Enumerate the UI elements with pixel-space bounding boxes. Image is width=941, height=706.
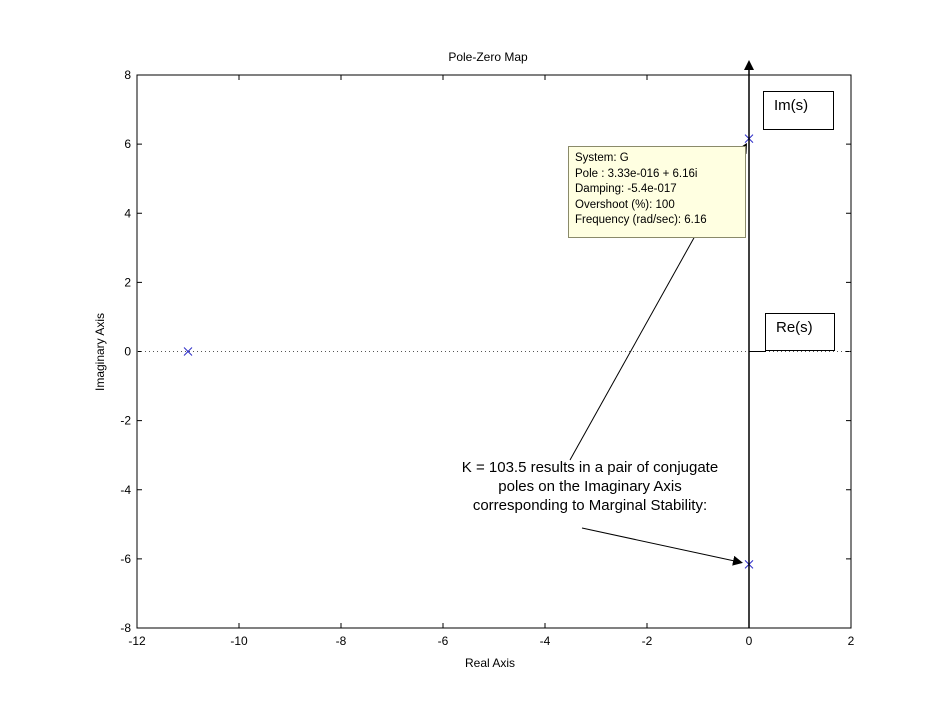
datatip-damping: Damping: -5.4e-017	[575, 183, 677, 195]
y-tick-label: 0	[124, 344, 131, 359]
x-tick-label: -2	[641, 634, 653, 648]
y-tick-label: -2	[120, 413, 131, 428]
y-tick-label: 8	[124, 68, 131, 82]
y-tick-label: -4	[120, 482, 131, 497]
pole-datatip	[568, 146, 746, 238]
x-tick-label: 0	[745, 634, 753, 648]
datatip-overshoot: Overshoot (%): 100	[575, 198, 675, 211]
y-tick-label: 4	[124, 206, 131, 221]
real-axis-label-box: Re(s)	[765, 313, 835, 351]
y-tick-label: 6	[124, 137, 131, 152]
note-line-2: poles on the Imaginary Axis	[498, 478, 682, 495]
note-line-3: corresponding to Marginal Stability:	[472, 497, 708, 514]
marginal-stability-note	[430, 458, 750, 515]
imaginary-axis-label-box: Im(s)	[763, 91, 834, 130]
x-tick-label: -12	[128, 634, 146, 648]
x-tick-label: -4	[539, 634, 551, 648]
x-axis-label: Real Axis	[464, 656, 516, 670]
y-axis-label: Imaginary Axis	[93, 312, 107, 392]
y-tick-label: -6	[120, 551, 131, 566]
y-tick-label: -8	[120, 621, 131, 635]
x-tick-label: -6	[437, 634, 449, 648]
x-tick-label: -10	[230, 634, 248, 648]
x-tick-label: -8	[335, 634, 347, 648]
datatip-system: System: G	[575, 152, 629, 164]
chart-title: Pole-Zero Map	[448, 50, 528, 64]
x-tick-label: 2	[847, 634, 855, 648]
datatip-frequency: Frequency (rad/sec): 6.16	[575, 214, 707, 226]
datatip-pole: Pole : 3.33e-016 + 6.16i	[575, 167, 698, 180]
note-line-1: K = 103.5 results in a pair of conjugate	[461, 459, 719, 476]
y-tick-label: 2	[124, 275, 131, 290]
